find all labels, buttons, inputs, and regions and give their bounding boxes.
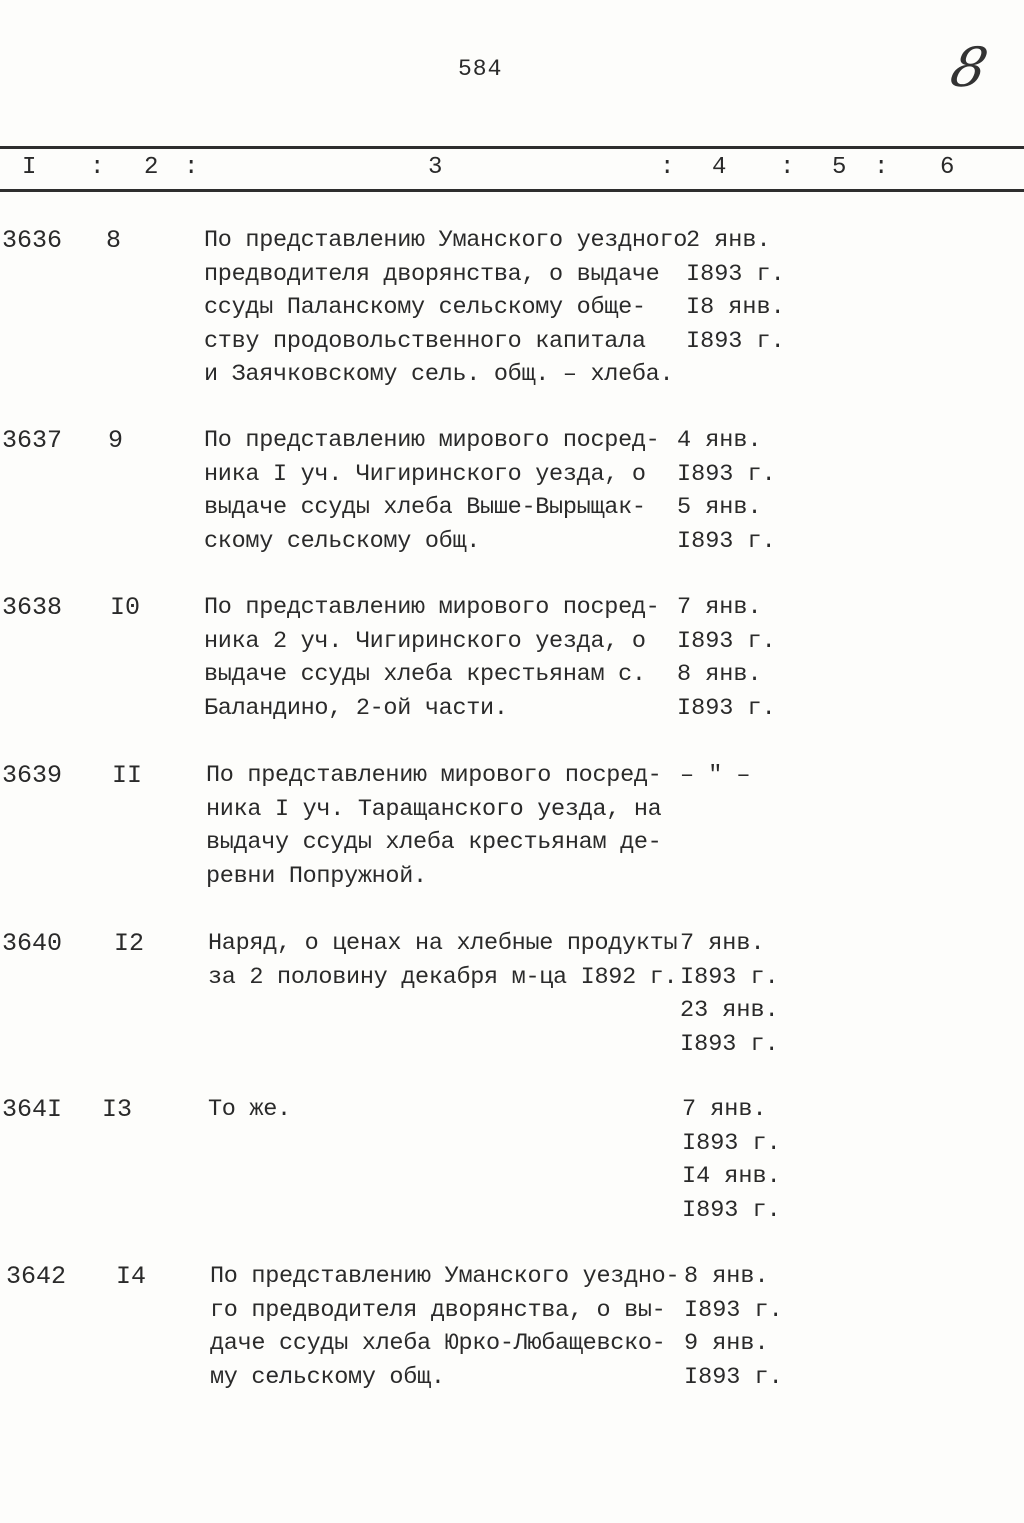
column-header-3: 3: [428, 154, 443, 181]
column-separator: :: [780, 154, 795, 181]
description-line: По представлению Уманского уездного: [204, 227, 688, 254]
entry-description: [208, 927, 686, 994]
description-line: То же.: [208, 1096, 291, 1123]
date-line: I893 г.: [682, 1129, 781, 1157]
date-line: 5 янв.: [677, 494, 762, 521]
description-line: за 2 половину декабря м-ца I892 г.: [208, 963, 678, 991]
date-line: 7 янв.: [682, 1096, 767, 1123]
description-line: му сельскому общ.: [210, 1363, 445, 1391]
entry-description: [208, 1093, 686, 1127]
entry-description: [204, 591, 682, 725]
date-line: I893 г.: [680, 963, 779, 991]
entry-description: [206, 759, 684, 893]
description-line: Наряд, о ценах на хлебные продукты: [208, 930, 678, 957]
column-separator: :: [660, 154, 675, 181]
entry-description: [204, 424, 682, 558]
date-line: I893 г.: [686, 260, 785, 288]
date-line: 2 янв.: [686, 227, 771, 254]
entry-dates: [680, 759, 820, 793]
column-header-2: 2: [144, 154, 159, 181]
entry-number: 3637: [2, 426, 63, 455]
item-number: I3: [102, 1095, 133, 1124]
description-line: ревни Попружной.: [206, 862, 427, 890]
item-number: 8: [106, 226, 122, 255]
description-line: По представлению мирового посред-: [204, 427, 660, 454]
description-line: выдачу ссуды хлеба крестьянам де-: [206, 829, 662, 856]
date-line: I893 г.: [677, 694, 776, 722]
column-header-6: 6: [940, 154, 955, 181]
item-number: I0: [110, 593, 141, 622]
description-line: предводителя дворянства, о выдаче: [204, 260, 660, 288]
description-line: По представлению мирового посред-: [204, 594, 660, 621]
description-line: По представлению Уманского уездно-: [210, 1263, 680, 1290]
date-line: I893 г.: [686, 327, 785, 355]
entry-number: 3638: [2, 593, 63, 622]
description-line: ника I уч. Чигиринского уезда, о: [204, 460, 646, 488]
date-line: 7 янв.: [677, 594, 762, 621]
description-line: ника 2 уч. Чигиринского уезда, о: [204, 627, 646, 655]
column-header-5: 5: [832, 154, 847, 181]
date-line: 9 янв.: [684, 1330, 769, 1357]
column-separator: :: [874, 154, 889, 181]
description-line: ству продовольственного капитала: [204, 327, 646, 355]
entry-dates: [686, 224, 826, 358]
date-line: I893 г.: [680, 1030, 779, 1058]
entry-dates: [677, 591, 817, 725]
entry-number: 3636: [2, 226, 63, 255]
date-line: I893 г.: [684, 1363, 783, 1391]
date-line: I4 янв.: [682, 1163, 781, 1190]
description-line: выдаче ссуды хлеба крестьянам с.: [204, 661, 646, 688]
header-top-rule: [0, 146, 1024, 149]
date-line: 8 янв.: [684, 1263, 769, 1290]
entry-number: 3639: [2, 761, 63, 790]
header-bottom-rule: [0, 189, 1024, 192]
column-header-1: I: [22, 154, 37, 181]
entry-dates: [680, 927, 820, 1061]
entry-description: [210, 1260, 688, 1394]
entry-description: [204, 224, 688, 392]
column-header-4: 4: [712, 154, 727, 181]
folio-number: 8: [945, 36, 994, 99]
date-line: 4 янв.: [677, 427, 762, 454]
date-line: I8 янв.: [686, 294, 785, 321]
description-line: ника I уч. Таращанского уезда, на: [206, 795, 662, 823]
description-line: и Заячковскому сель. общ. – хлеба.: [204, 361, 674, 388]
entry-dates: [682, 1093, 822, 1227]
description-line: скому сельскому общ.: [204, 527, 481, 555]
date-line: I893 г.: [677, 460, 776, 488]
entry-number: 3640: [2, 929, 63, 958]
item-number: I2: [114, 929, 145, 958]
description-line: го предводителя дворянства, о вы-: [210, 1296, 666, 1324]
column-separator: :: [90, 154, 105, 181]
description-line: выдаче ссуды хлеба Выше-Вырыщак-: [204, 494, 646, 521]
date-line: I893 г.: [684, 1296, 783, 1324]
date-line: I893 г.: [677, 627, 776, 655]
description-line: даче ссуды хлеба Юрко-Любащевско-: [210, 1330, 666, 1357]
description-line: По представлению мирового посред-: [206, 762, 662, 789]
date-line: – " –: [680, 762, 751, 789]
item-number: 9: [108, 426, 124, 455]
entry-dates: [684, 1260, 824, 1394]
description-line: Баландино, 2-ой части.: [204, 694, 508, 722]
date-line: 23 янв.: [680, 997, 779, 1024]
entry-number: 3642: [6, 1262, 67, 1291]
date-line: I893 г.: [677, 527, 776, 555]
date-line: 8 янв.: [677, 661, 762, 688]
item-number: II: [112, 761, 143, 790]
entry-number: 364I: [2, 1095, 63, 1124]
column-separator: :: [184, 154, 199, 181]
item-number: I4: [116, 1262, 147, 1291]
description-line: ссуды Паланскому сельскому обще-: [204, 294, 646, 321]
date-line: I893 г.: [682, 1196, 781, 1224]
date-line: 7 янв.: [680, 930, 765, 957]
page-number: 584: [458, 56, 503, 82]
entry-dates: [677, 424, 817, 558]
